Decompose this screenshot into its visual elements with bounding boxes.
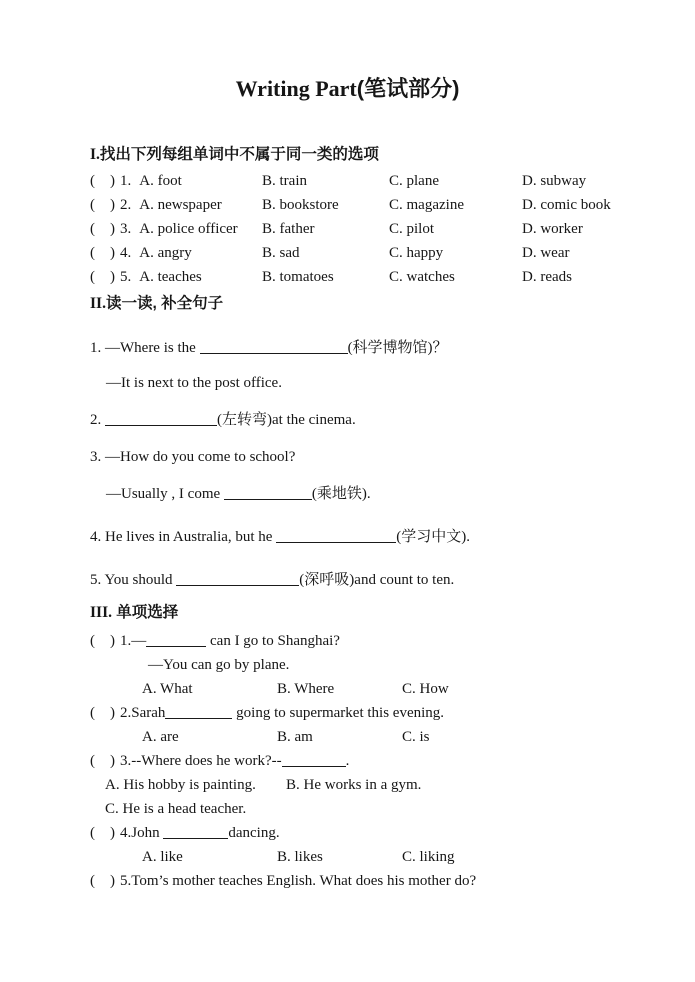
option-a: A. foot [139,173,182,189]
option-b: B. father [262,221,315,237]
sentence-text: at the cinema. [272,412,356,428]
option-a: A. newspaper [139,197,222,213]
fill-blank [165,704,232,719]
answer-bracket: ( ) [90,269,115,285]
section-2-heading-text: 读一读, 补全句子 [105,295,224,312]
section-multiple-choice [90,629,659,893]
fill-blank [105,411,217,426]
question-number: 5. [120,269,132,285]
option-a: A. teaches [139,269,202,285]
page-title [0,0,695,102]
sentence-text: going to supermarket this evening. [232,705,445,721]
option-c: C. liking [402,849,455,865]
sentence-text: 2. [90,412,105,428]
sentence-text: . [345,753,350,769]
word-choice-row-5 [90,265,659,289]
question-number: 4. [120,245,132,261]
question-number: 2. [120,197,132,213]
mc-question-4-options [90,845,659,869]
worksheet-content [90,146,659,893]
fill-item-3-question [90,449,659,465]
sentence-text: and count to ten. [354,572,455,588]
section-3-number: III. [90,604,112,621]
word-choice-row-1 [90,169,659,193]
answer-bracket: ( ) [90,705,115,721]
word-choice-row-4 [90,241,659,265]
option-a: A. like [142,849,183,865]
option-a: A. What [142,681,193,697]
option-d: D. worker [522,221,583,237]
sentence-text: 3. —How do you come to school? [90,449,296,465]
mc-question-1 [90,629,659,653]
word-choice-row-3 [90,217,659,241]
chinese-hint: (深呼吸) [299,572,355,588]
sentence-text: — [131,633,147,649]
option-b: B. train [262,173,307,189]
question-number: 1. [120,633,132,649]
question-number: 2. [120,705,132,721]
option-b: B. bookstore [262,197,339,213]
option-c: C. watches [389,269,455,285]
word-choice-row-2 [90,193,659,217]
section-2-number: II. [90,295,106,312]
fill-blank [163,824,228,839]
option-b: B. Where [277,681,335,697]
chinese-hint: (科学博物馆)？ [347,340,448,356]
question-number: 3. [120,221,132,237]
fill-blank [282,752,346,767]
option-b: B. am [277,729,313,745]
answer-bracket: ( ) [90,873,115,889]
section-2-heading [90,295,659,312]
answer-bracket: ( ) [90,825,115,841]
row-5-lead [90,265,262,289]
section-1-heading-text: 找出下列每组单词中不属于同一类的选项 [99,146,379,163]
mc-question-4 [90,821,659,845]
option-b: B. likes [277,849,323,865]
mc-question-2 [90,701,659,725]
option-b: B. sad [262,245,300,261]
option-c: C. is [402,729,430,745]
answer-bracket: ( ) [90,633,115,649]
mc-question-3 [90,749,659,773]
sentence-text: dancing. [228,825,280,841]
mc-question-3-options-ab [90,773,659,797]
question-number: 4. [120,825,132,841]
mc-question-2-options [90,725,659,749]
fill-blank [224,485,312,500]
answer-bracket: ( ) [90,197,115,213]
option-d: D. subway [522,173,587,189]
fill-blank [276,528,396,543]
section-3-heading [90,604,659,621]
sentence-text: Tom’s mother teaches English. What does his mother do? [131,873,477,889]
answer-bracket: ( ) [90,753,115,769]
sentence-text: —It is next to the post office. [106,375,282,391]
answer-bracket: ( ) [90,221,115,237]
option-b: B. tomatoes [262,269,334,285]
fill-blank [200,339,348,354]
row-2-lead [90,193,262,217]
row-4-lead [90,241,262,265]
option-d: D. wear [522,245,570,261]
section-3-heading-text: 单项选择 [111,604,179,621]
sentence-text: John [131,825,164,841]
option-a: A. angry [139,245,192,261]
answer-bracket: ( ) [90,245,115,261]
mc-question-1-reply [90,653,659,677]
sentence-text: —Usually , I come [106,486,224,502]
option-b: B. He works in a gym. [286,777,422,793]
sentence-text: Sarah [131,705,166,721]
page-title-en: Writing Part [235,76,357,101]
section-complete-sentences [90,339,659,588]
option-d: D. comic book [522,197,611,213]
option-c: C. pilot [389,221,435,237]
sentence-text: can I go to Shanghai? [206,633,340,649]
fill-item-4 [90,528,659,545]
mc-question-3-option-c [90,797,659,821]
section-word-classification [90,169,659,289]
sentence-text: 5. You should [90,572,177,588]
option-c: C. plane [389,173,439,189]
option-c: C. happy [389,245,444,261]
chinese-hint: (乘地铁). [311,486,371,502]
fill-blank [176,571,299,586]
question-number: 1. [120,173,132,189]
sentence-text: —You can go by plane. [148,657,290,673]
sentence-text: --Where does he work?-- [131,753,282,769]
answer-bracket: ( ) [90,173,115,189]
option-a: A. police officer [139,221,238,237]
chinese-hint: (学习中文). [396,529,470,545]
fill-item-1-question [90,339,659,356]
option-c: C. How [402,681,449,697]
question-number: 5. [120,873,132,889]
fill-item-1-reply [90,375,659,391]
row-3-lead [90,217,262,241]
section-1-heading [90,146,659,163]
option-a: A. His hobby is painting. [105,777,256,793]
mc-question-5 [90,869,659,893]
chinese-hint: (左转弯) [217,412,272,428]
mc-question-1-options [90,677,659,701]
option-c: C. He is a head teacher. [105,801,247,817]
section-1-number: I. [90,146,100,163]
fill-item-3-reply [90,485,659,502]
fill-item-5 [90,571,659,588]
fill-blank [146,632,206,647]
option-a: A. are [142,729,179,745]
row-1-lead [90,169,262,193]
option-c: C. magazine [389,197,464,213]
option-d: D. reads [522,269,572,285]
sentence-text: 4. He lives in Australia, but he [90,529,277,545]
page-title-cn: (笔试部分) [356,76,460,101]
question-number: 3. [120,753,132,769]
fill-item-2 [90,411,659,428]
sentence-text: 1. —Where is the [90,340,200,356]
